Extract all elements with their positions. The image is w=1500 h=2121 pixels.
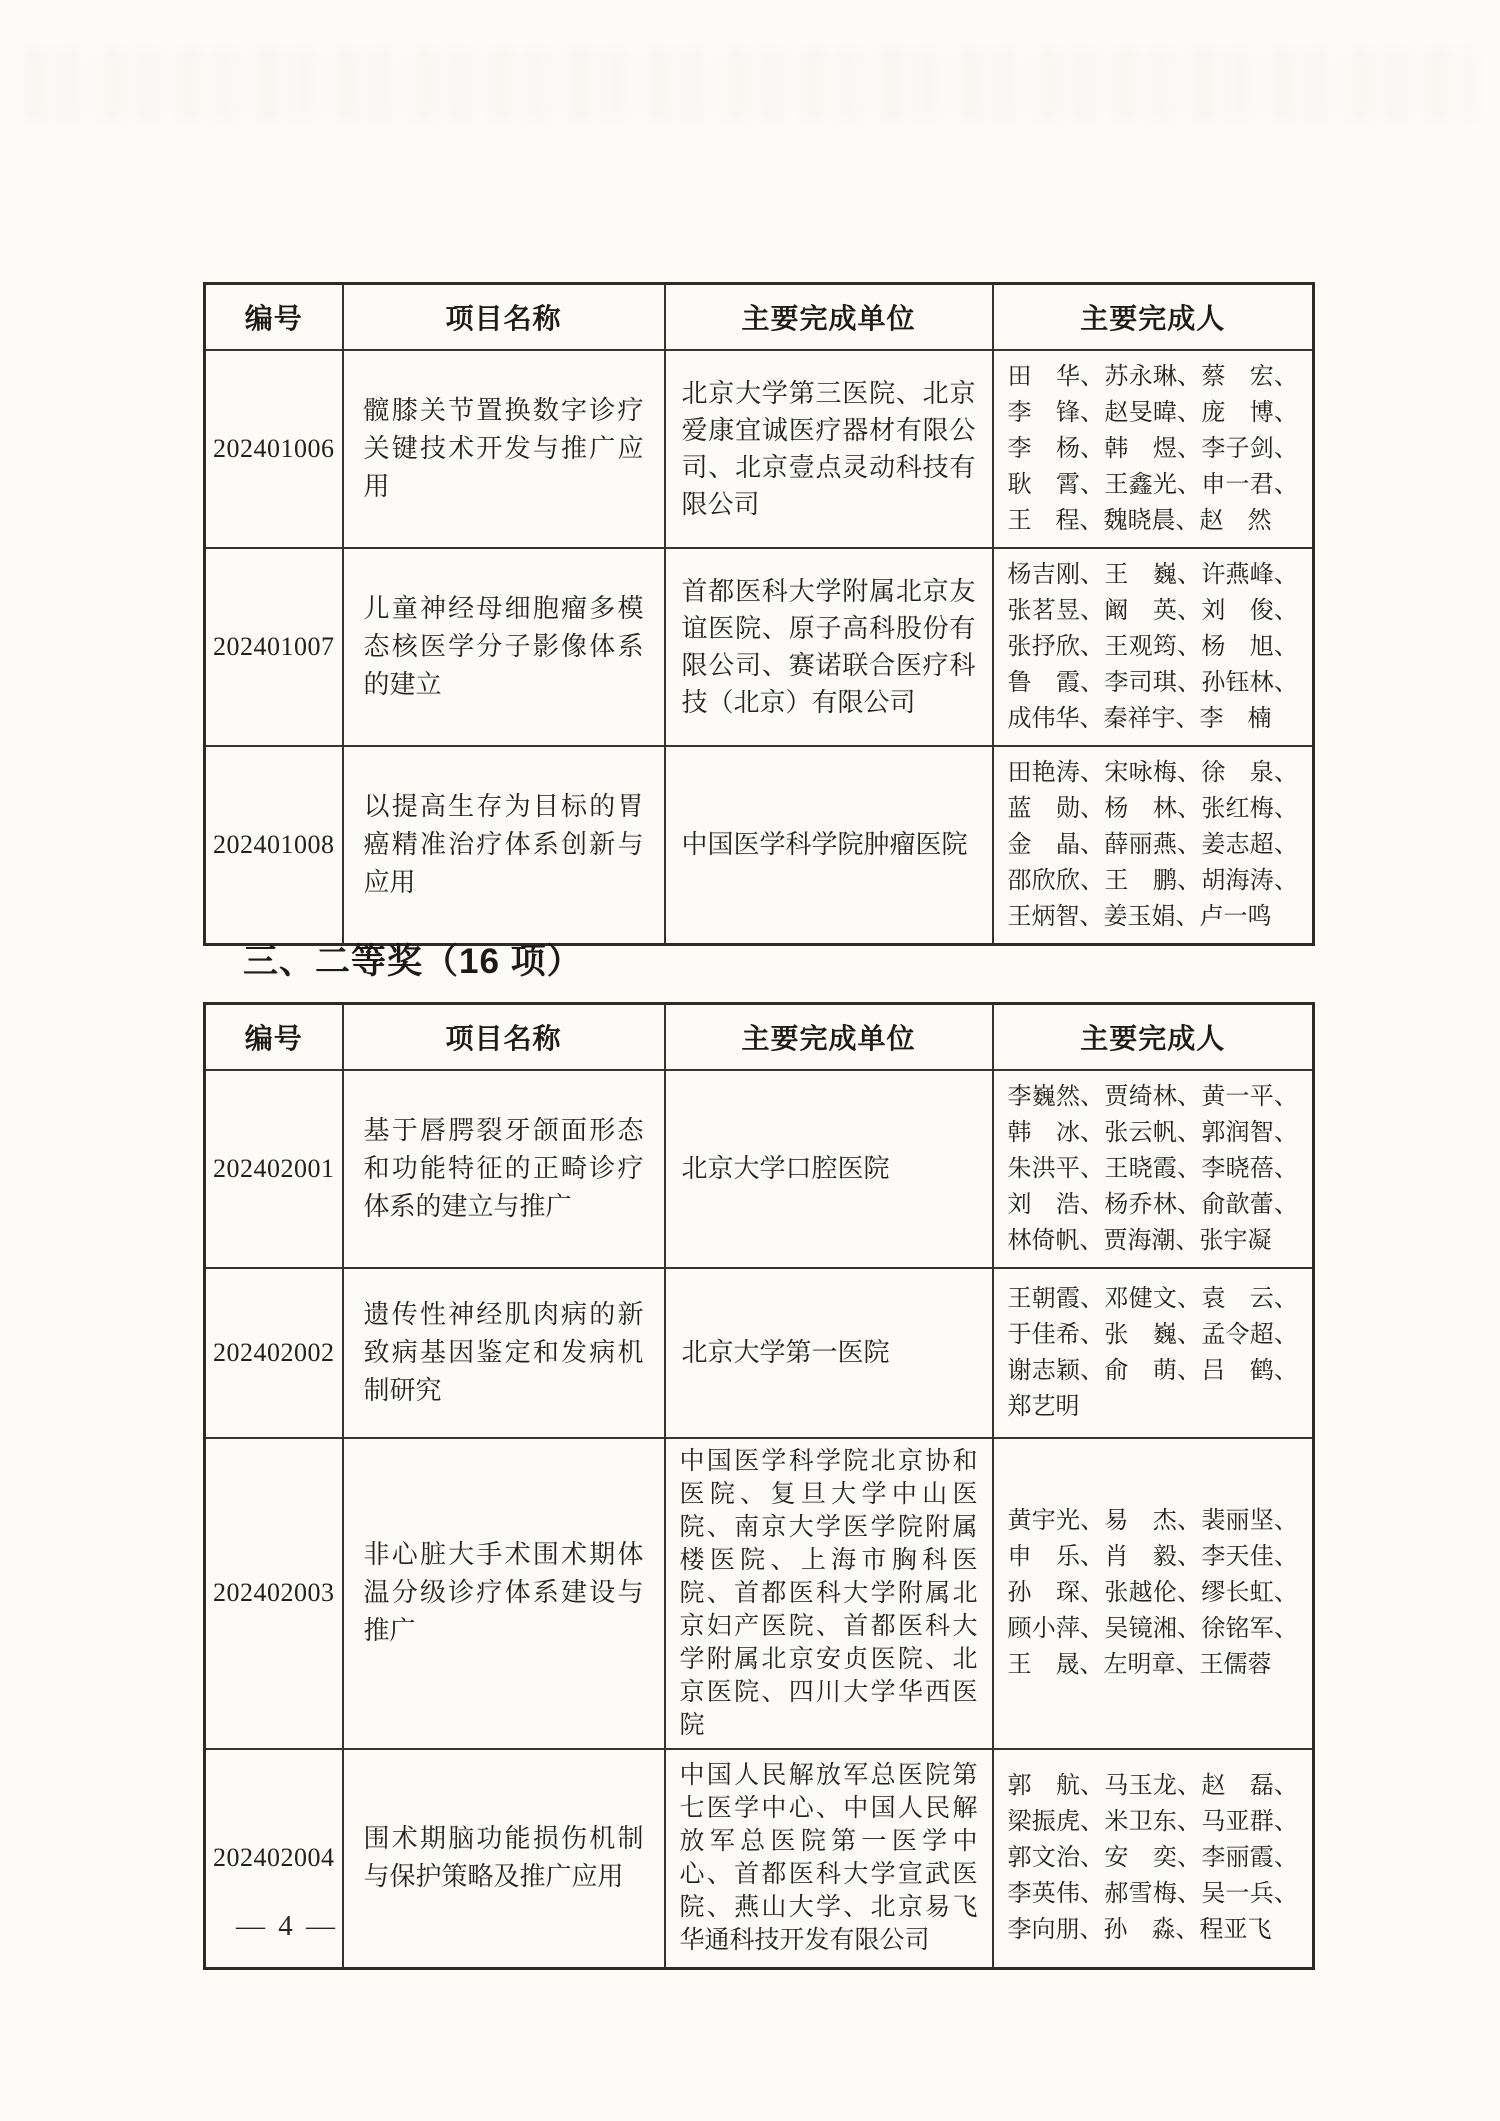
table-row bbox=[205, 1438, 1314, 1749]
cell-id: 202402003 bbox=[205, 1438, 343, 1749]
cell-units: 首都医科大学附属北京友谊医院、原子高科股份有限公司、赛诺联合医疗科技（北京）有限公司 bbox=[665, 548, 993, 746]
col-header-people: 主要完成人 bbox=[993, 1004, 1314, 1070]
col-header-id: 编号 bbox=[205, 284, 343, 350]
cell-people: 黄宇光、易 杰、裴丽坚、申 乐、肖 毅、李天佳、孙 琛、张越伦、缪长虹、顾小萍、吴镜湘、徐铭军、王 晟、左明章、王儒蓉 bbox=[993, 1438, 1314, 1749]
page-number: — 4 — bbox=[236, 1910, 338, 1942]
col-header-project: 项目名称 bbox=[343, 284, 665, 350]
table-row bbox=[205, 1749, 1314, 1969]
cell-id: 202401007 bbox=[205, 548, 343, 746]
cell-project: 围术期脑功能损伤机制与保护策略及推广应用 bbox=[343, 1749, 665, 1969]
cell-project: 儿童神经母细胞瘤多模态核医学分子影像体系的建立 bbox=[343, 548, 665, 746]
cell-units: 中国医学科学院北京协和医院、复旦大学中山医院、南京大学医学院附属楼医院、上海市胸科医院、首都医科大学附属北京妇产医院、首都医科大学附属北京安贞医院、北京医院、四川大学华西医院 bbox=[665, 1438, 993, 1749]
table-row bbox=[205, 746, 1314, 945]
table-header-row bbox=[205, 284, 1314, 350]
cell-people: 王朝霞、邓健文、袁 云、于佳希、张 巍、孟令超、谢志颖、俞 萌、吕 鹤、郑艺明 bbox=[993, 1268, 1314, 1438]
cell-id: 202402002 bbox=[205, 1268, 343, 1438]
cell-project: 非心脏大手术围术期体温分级诊疗体系建设与推广 bbox=[343, 1438, 665, 1749]
cell-project: 基于唇腭裂牙颌面形态和功能特征的正畸诊疗体系的建立与推广 bbox=[343, 1070, 665, 1268]
second-prize-table bbox=[203, 1002, 1315, 1970]
cell-id: 202401008 bbox=[205, 746, 343, 945]
table-row bbox=[205, 1070, 1314, 1268]
cell-people: 郭 航、马玉龙、赵 磊、梁振虎、米卫东、马亚群、郭文治、安 奕、李丽霞、李英伟、郝雪梅、吴一兵、李向朋、孙 淼、程亚飞 bbox=[993, 1749, 1314, 1969]
cell-units: 北京大学口腔医院 bbox=[665, 1070, 993, 1268]
cell-id: 202402004 bbox=[205, 1749, 343, 1969]
cell-people: 田艳涛、宋咏梅、徐 泉、蓝 勋、杨 林、张红梅、金 晶、薛丽燕、姜志超、邵欣欣、王 鹏、胡海涛、王炳智、姜玉娟、卢一鸣 bbox=[993, 746, 1314, 945]
cell-id: 202401006 bbox=[205, 350, 343, 548]
cell-project: 以提高生存为目标的胃癌精准治疗体系创新与应用 bbox=[343, 746, 665, 945]
cell-units: 中国医学科学院肿瘤医院 bbox=[665, 746, 993, 945]
cell-people: 杨吉刚、王 巍、许燕峰、张茗昱、阚 英、刘 俊、张抒欣、王观筠、杨 旭、鲁 霞、李司琪、孙钰林、成伟华、秦祥宇、李 楠 bbox=[993, 548, 1314, 746]
col-header-project: 项目名称 bbox=[343, 1004, 665, 1070]
table-row bbox=[205, 548, 1314, 746]
cell-id: 202402001 bbox=[205, 1070, 343, 1268]
table-row bbox=[205, 350, 1314, 548]
cell-project: 遗传性神经肌肉病的新致病基因鉴定和发病机制研究 bbox=[343, 1268, 665, 1438]
cell-people: 李巍然、贾绮林、黄一平、韩 冰、张云帆、郭润智、朱洪平、王晓霞、李晓蓓、刘 浩、杨乔林、俞歆蕾、林倚帆、贾海潮、张宇凝 bbox=[993, 1070, 1314, 1268]
table-header-row bbox=[205, 1004, 1314, 1070]
first-prize-table bbox=[203, 282, 1315, 946]
section-title-second-prize: 三、二等奖（16 项） bbox=[243, 942, 583, 981]
cell-project: 髋膝关节置换数字诊疗关键技术开发与推广应用 bbox=[343, 350, 665, 548]
col-header-units: 主要完成单位 bbox=[665, 1004, 993, 1070]
cell-units: 中国人民解放军总医院第七医学中心、中国人民解放军总医院第一医学中心、首都医科大学宣武医院、燕山大学、北京易飞华通科技开发有限公司 bbox=[665, 1749, 993, 1969]
cell-units: 北京大学第三医院、北京爱康宜诚医疗器材有限公司、北京壹点灵动科技有限公司 bbox=[665, 350, 993, 548]
col-header-people: 主要完成人 bbox=[993, 284, 1314, 350]
cell-people: 田 华、苏永琳、蔡 宏、李 锋、赵旻暐、庞 博、李 杨、韩 煜、李子剑、耿 霄、王鑫光、申一君、王 程、魏晓晨、赵 然 bbox=[993, 350, 1314, 548]
col-header-units: 主要完成单位 bbox=[665, 284, 993, 350]
page-bleed-through-artifact bbox=[25, 50, 1475, 120]
col-header-id: 编号 bbox=[205, 1004, 343, 1070]
cell-units: 北京大学第一医院 bbox=[665, 1268, 993, 1438]
table-row bbox=[205, 1268, 1314, 1438]
